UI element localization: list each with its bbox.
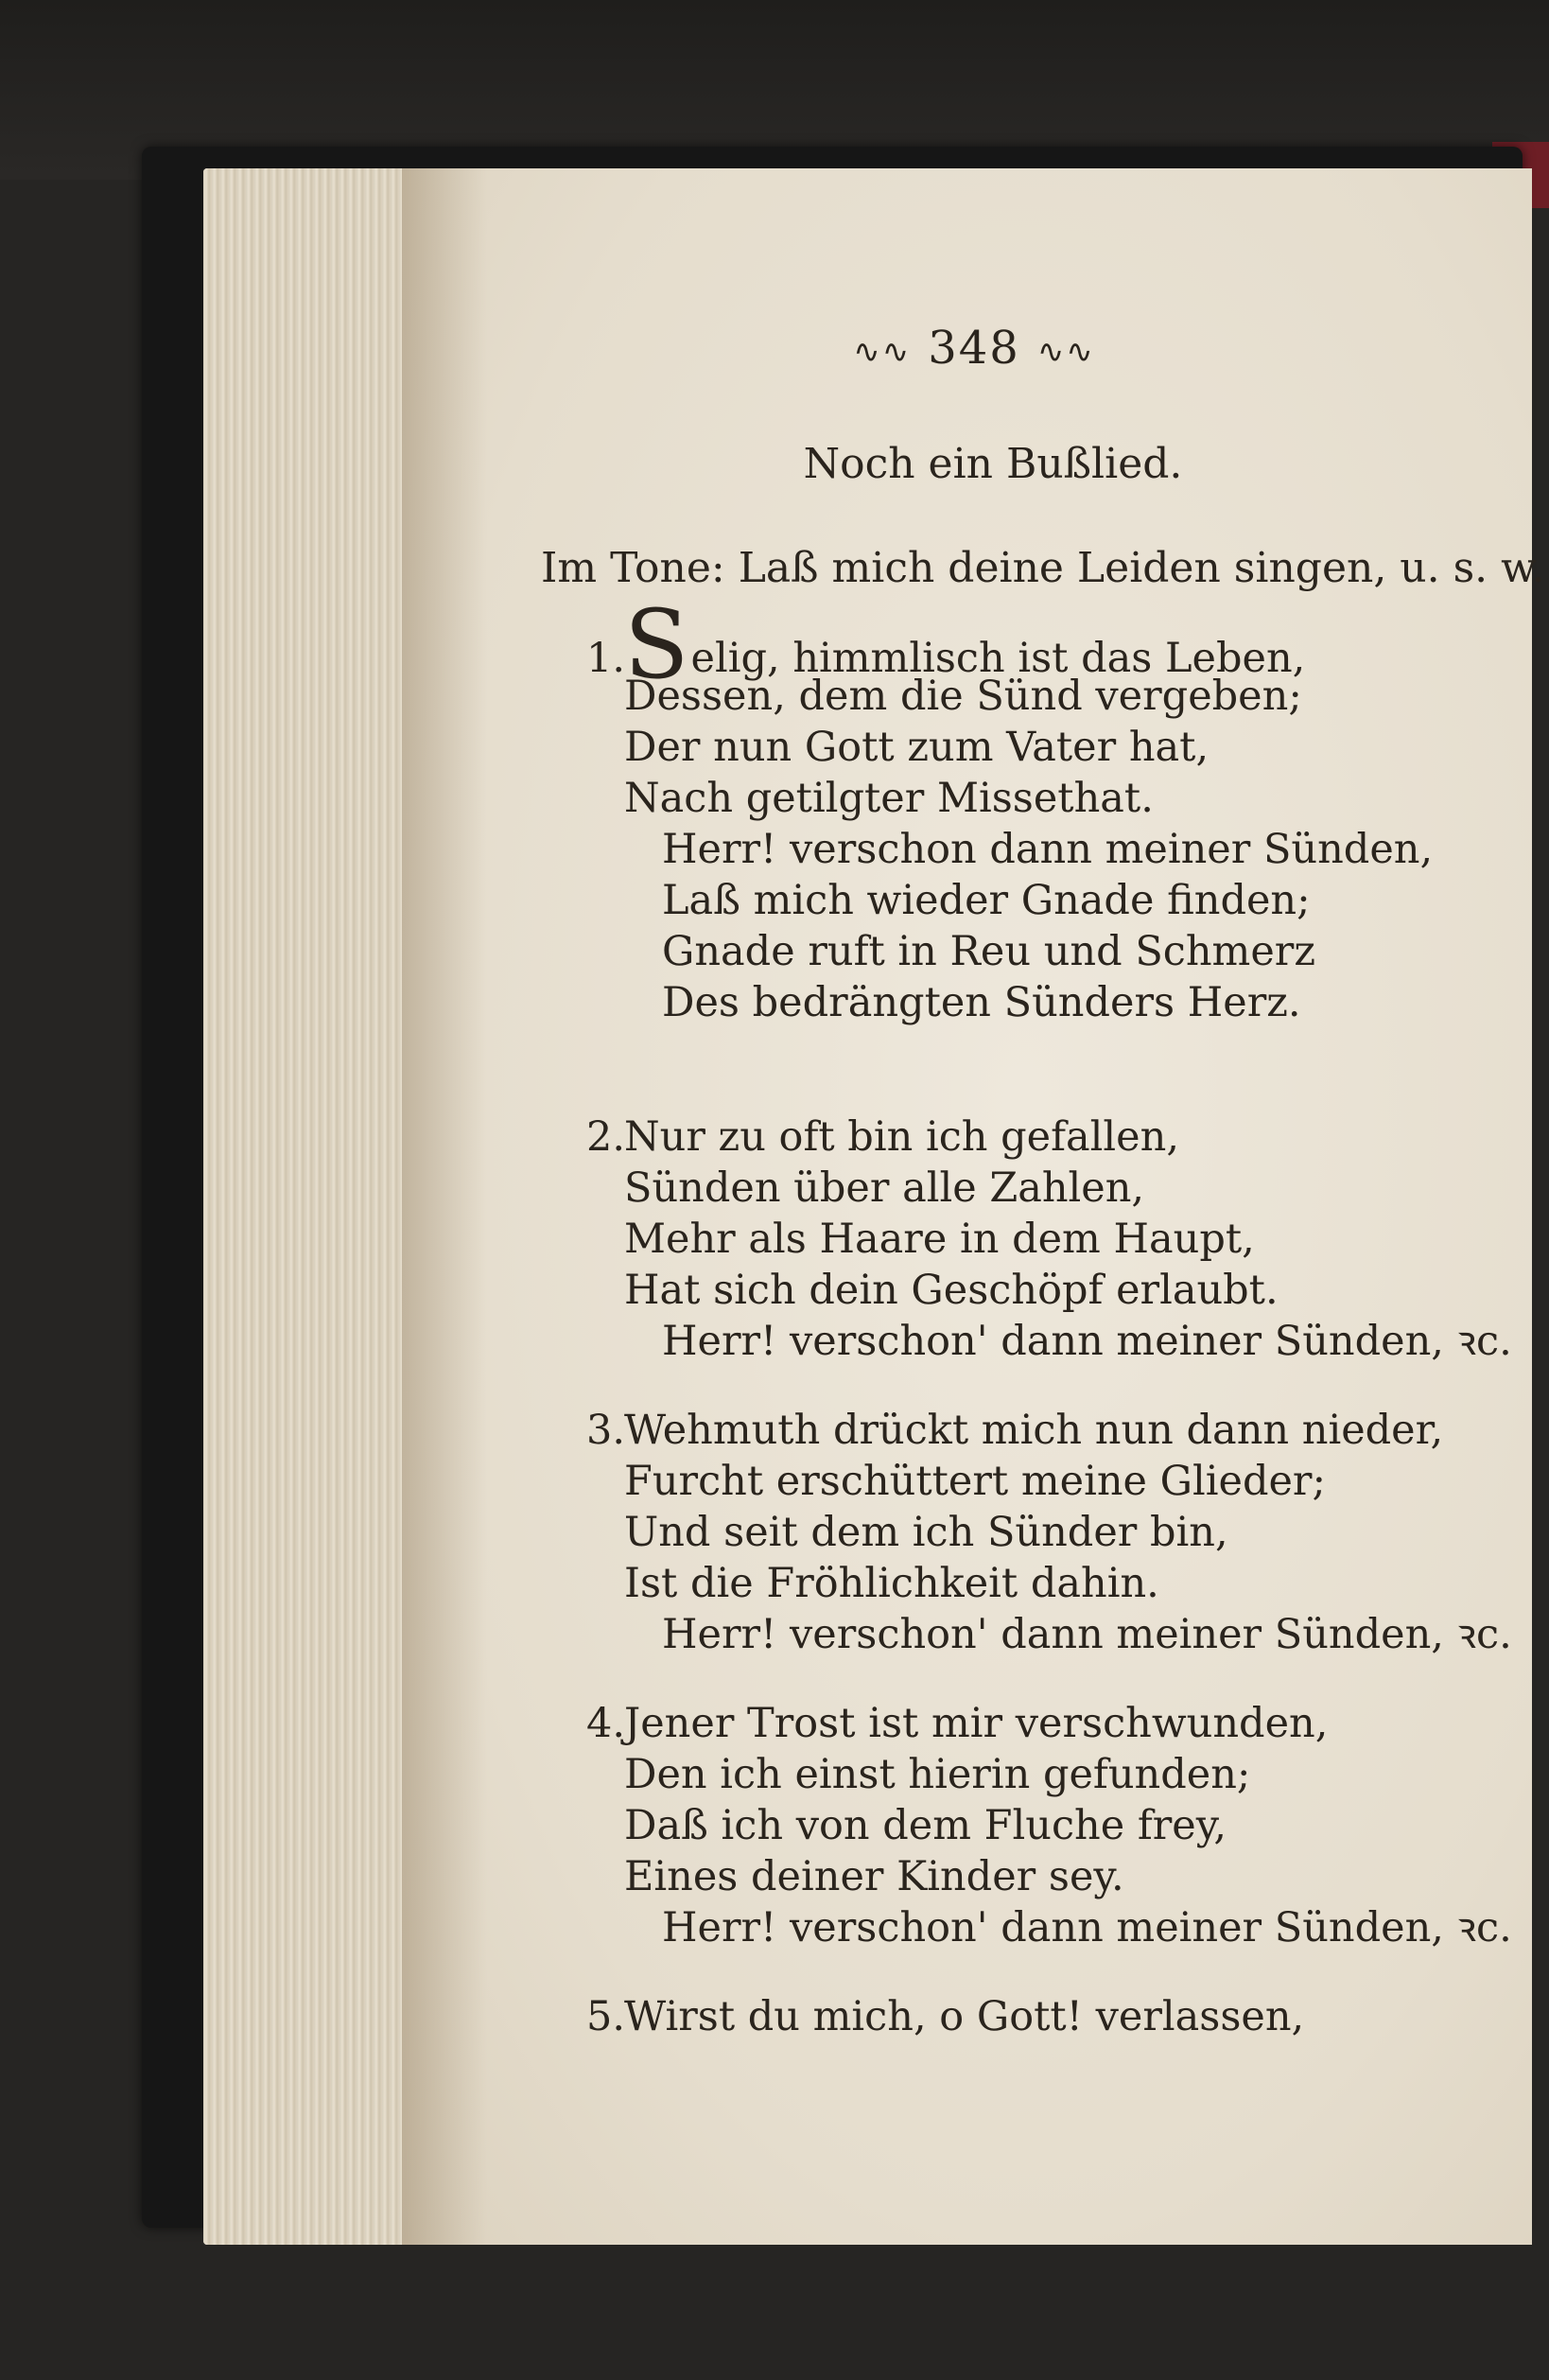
verse-number: 2. (586, 1113, 626, 1161)
refrain-line: Des bedrängten Sünders Herz. (662, 979, 1301, 1026)
verse-3 (586, 1405, 1512, 1660)
verse-5 (586, 1991, 1494, 2042)
refrain-line: Laß mich wieder Gnade finden; (662, 877, 1311, 924)
refrain-line: Herr! verschon' dann meiner Sünden, ꝛc. (662, 1611, 1512, 1658)
verse-line: Ist die Fröhlichkeit dahin. (624, 1560, 1159, 1607)
verse-number: 5. (586, 1993, 626, 2040)
verse-number: 4. (586, 1700, 626, 1747)
verse-line: Furcht erschüttert meine Glieder; (624, 1458, 1326, 1505)
verse-line: 3.Wehmuth drückt mich nun dann nieder, (586, 1407, 1444, 1454)
refrain-line: Herr! verschon' dann meiner Sünden, ꝛc. (662, 1318, 1512, 1365)
ornament-left-icon: ∿∿ (853, 332, 912, 371)
verse-4 (586, 1698, 1512, 1953)
verse-number: 1. (586, 635, 626, 682)
page-number-header (832, 322, 1116, 375)
page-number: 348 (928, 322, 1020, 375)
refrain-line: Gnade ruft in Reu und Schmerz (662, 928, 1315, 975)
verse-line: Eines deiner Kinder sey. (624, 1853, 1124, 1900)
verse-line: 1.Selig, himmlisch ist das Leben, (586, 589, 1306, 700)
verse-line: 2.Nur zu oft bin ich gefallen, (586, 1113, 1179, 1161)
verse-line: Daß ich von dem Fluche frey, (624, 1802, 1227, 1849)
verse-line: Sünden über alle Zahlen, (624, 1164, 1145, 1212)
verse-line: Nach getilgter Missethat. (624, 775, 1154, 822)
page-edges (203, 168, 402, 2245)
verse-line: Mehr als Haare in dem Haupt, (624, 1216, 1255, 1263)
verse-line: Den ich einst hierin gefunden; (624, 1751, 1251, 1798)
tune-note: Im Tone: Laß mich deine Leiden singen, u. s. w. (541, 544, 1545, 592)
refrain-line: Herr! verschon' dann meiner Sünden, ꝛc. (662, 1904, 1512, 1951)
verse-line: Und seit dem ich Sünder bin, (624, 1509, 1228, 1556)
ornament-right-icon: ∿∿ (1036, 332, 1095, 371)
refrain-line: Herr! verschon dann meiner Sünden, (662, 826, 1434, 873)
hymn-title: Noch ein Bußlied. (803, 440, 1183, 488)
verse-number: 3. (586, 1407, 626, 1454)
text-block (378, 189, 1545, 2100)
verse-1 (586, 589, 1494, 1028)
verse-2 (586, 1111, 1512, 1367)
verse-line: Hat sich dein Geschöpf erlaubt. (624, 1267, 1279, 1314)
verse-line: 4.Jener Trost ist mir verschwunden, (586, 1700, 1329, 1747)
verse-line: Dessen, dem die Sünd vergeben; (624, 673, 1302, 720)
verse-line: 5.Wirst du mich, o Gott! verlassen, (586, 1993, 1305, 2040)
verse-line: Der nun Gott zum Vater hat, (624, 724, 1210, 771)
drop-cap: S (624, 589, 689, 700)
